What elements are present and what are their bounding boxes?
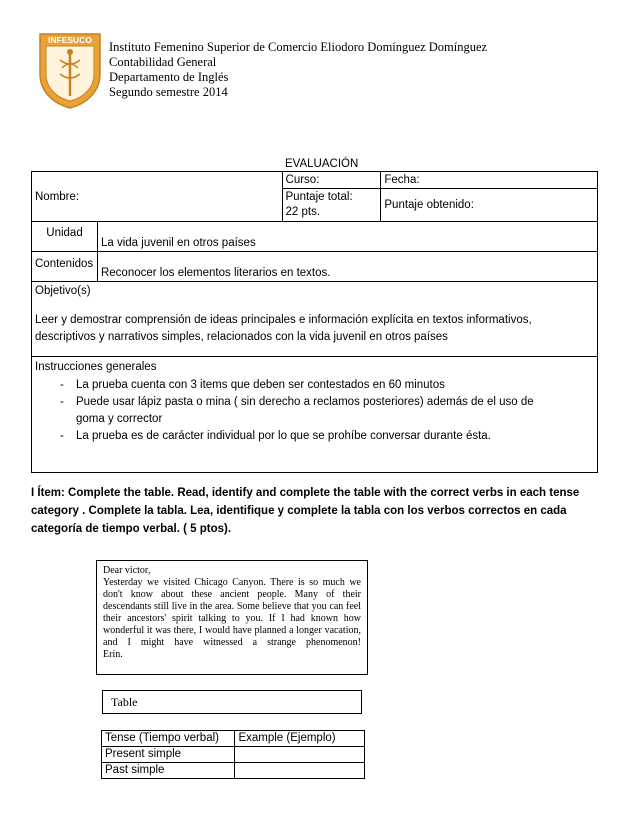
contenidos-value: Reconocer los elementos literarios en textos. (97, 252, 597, 282)
puntaje-obtenido-cell[interactable] (381, 189, 598, 222)
contenidos-label: Contenidos (32, 252, 98, 282)
objetivo-label: Objetivo(s) (35, 285, 91, 297)
curso-label: Curso: (285, 174, 320, 186)
unidad-label: Unidad (32, 222, 98, 252)
example-cell[interactable] (235, 747, 365, 763)
letter-greeting: Dear victor, (103, 565, 151, 576)
fecha-cell[interactable] (381, 172, 598, 189)
nombre-label: Nombre: (35, 190, 80, 203)
instrucciones-cell (32, 357, 598, 473)
curso-cell[interactable] (282, 172, 381, 189)
header-block (109, 40, 487, 100)
table-row (102, 763, 365, 779)
instrucciones-label: Instrucciones generales (35, 361, 157, 373)
table-label: Table (111, 695, 138, 709)
course-name: Contabilidad General (109, 55, 217, 69)
letter-signature: Erin. (103, 649, 123, 660)
example-cell[interactable] (235, 763, 365, 779)
department-name: Departamento de Inglés (109, 70, 229, 84)
instrucciones-list (35, 377, 594, 445)
puntaje-total-value: 22 pts. (285, 206, 321, 218)
table-row (102, 747, 365, 763)
list-item: - La prueba cuenta con 3 items que deben ser contestados en 60 minutos (35, 377, 594, 394)
objetivo-text: Leer y demostrar comprensión de ideas principales e información explícita en textos informativos, descriptivos y narrativos simples, relacionados con la vida juvenil en otros países (35, 314, 532, 343)
table-header-row (102, 731, 365, 747)
table-header-tense: Tense (Tiempo verbal) (102, 731, 235, 747)
table-header-example: Example (Ejemplo) (235, 731, 365, 747)
institution-name: Instituto Femenino Superior de Comercio Eliodoro Domínguez Domínguez (109, 40, 488, 54)
letter-body: Yesterday we visited Chicago Canyon. There is so much we don't know about these ancient people. Many of their descendants still live in the area. Some believe that you can feel their ancestors' spirit talking to you. If I had known how wonderful it was there, I would have planned a longer vacation, and I might have witnessed a strange phenomenon! (103, 577, 361, 648)
school-logo (36, 30, 104, 110)
puntaje-total-cell (282, 189, 381, 222)
nombre-cell[interactable] (32, 172, 283, 222)
tense-cell: Past simple (102, 763, 235, 779)
fecha-label: Fecha: (384, 174, 420, 186)
puntaje-total-label: Puntaje total: (285, 191, 353, 203)
evaluation-table (31, 171, 598, 473)
table-label-box (102, 690, 362, 714)
letter-box (96, 560, 368, 675)
list-item: - La prueba es de carácter individual por lo que se prohíbe conversar durante ésta. (35, 428, 594, 445)
list-item: - Puede usar lápiz pasta o mina ( sin derecho a reclamos posteriores) además de el uso de goma y corrector (35, 394, 534, 428)
item-heading: I Ítem: Complete the table. Read, identify and complete the table with the correct verbs in each tense category . Complete la tabla. Lea, identifique y complete la tabla con los verbos correctos en cada categoría de tiempo verbal. ( 5 ptos). (31, 487, 580, 535)
objetivo-cell (32, 282, 598, 357)
tense-table (101, 730, 365, 779)
tense-cell: Present simple (102, 747, 235, 763)
puntaje-obtenido-label: Puntaje obtenido: (384, 199, 474, 211)
logo-text: INFESUCO (48, 35, 92, 45)
evaluation-title: EVALUACIÓN (285, 158, 359, 170)
unidad-value: La vida juvenil en otros países (97, 222, 597, 252)
semester-label: Segundo semestre 2014 (109, 85, 228, 99)
